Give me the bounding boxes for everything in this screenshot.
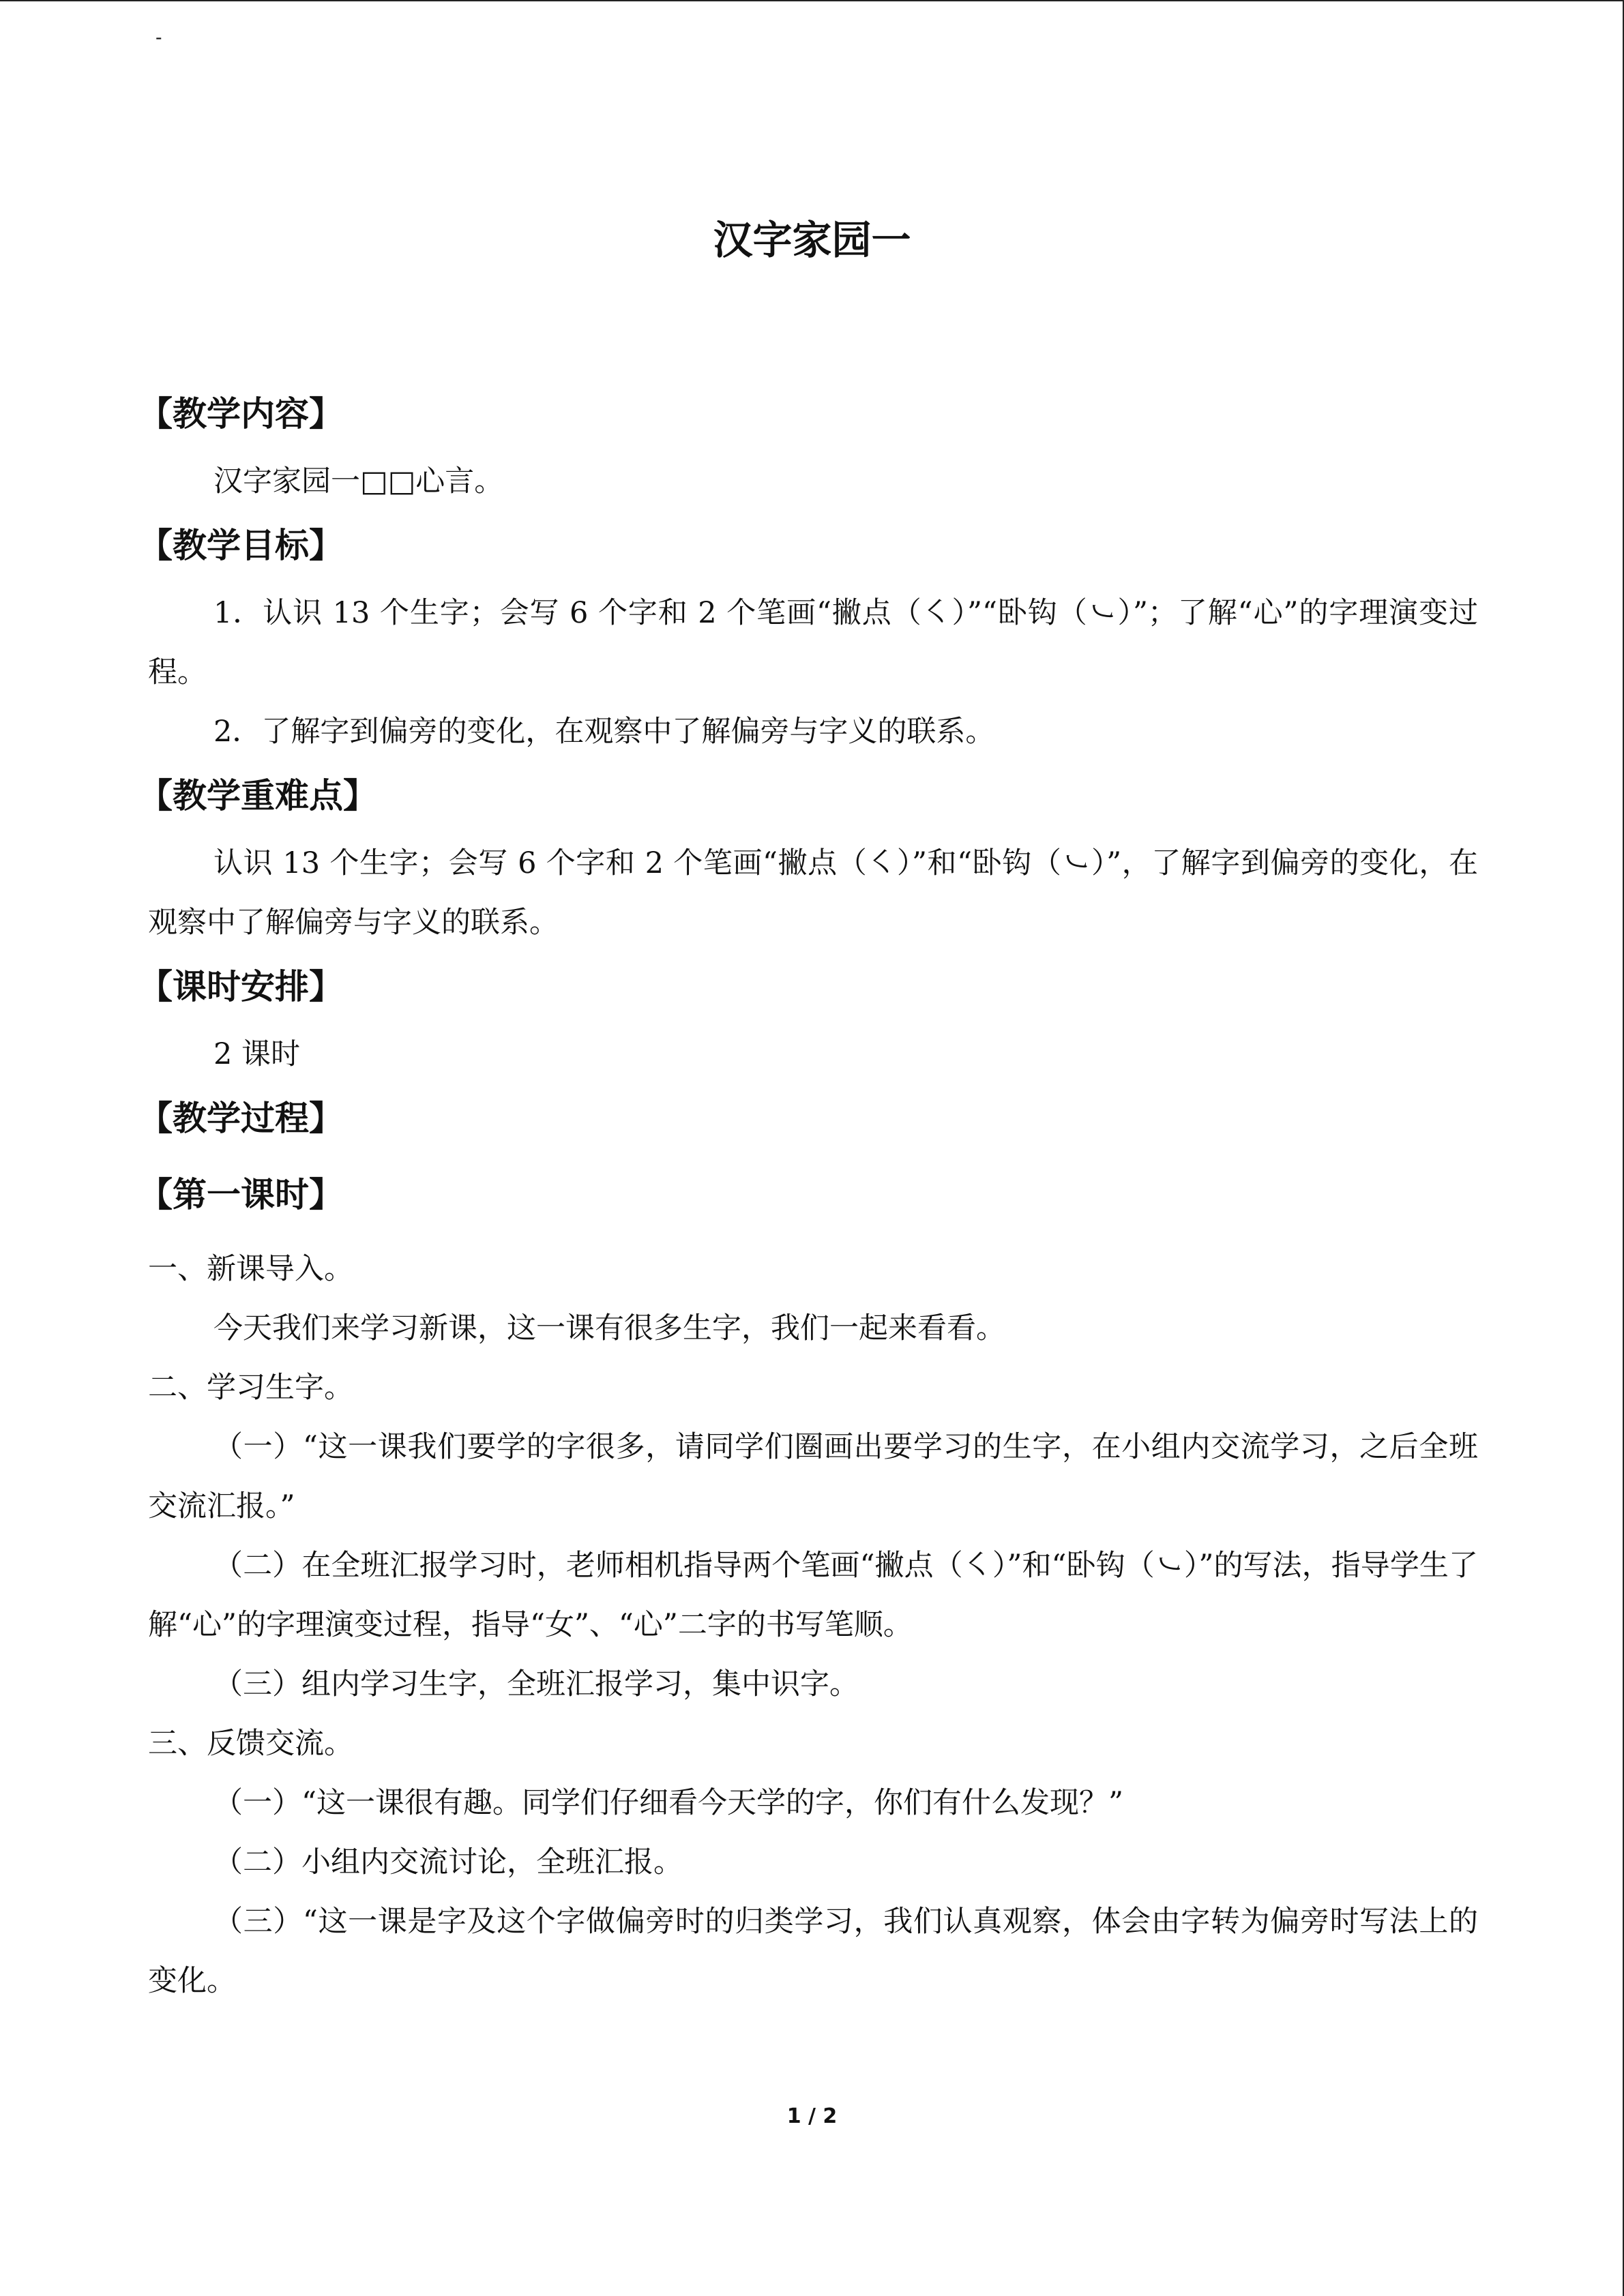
goal-item-2: 2．了解字到偏旁的变化，在观察中了解偏旁与字义的联系。 <box>213 715 995 749</box>
heading-teaching-process: 【教学过程】 <box>138 1098 343 1138</box>
page-title: 汉字家园一 <box>713 217 911 263</box>
step2-item-c: （三）组内学习生字，全班汇报学习，集中识字。 <box>213 1667 859 1701</box>
step3-title: 三、反馈交流。 <box>148 1727 353 1761</box>
step3-item-b: （二）小组内交流讨论，全班汇报。 <box>213 1845 683 1879</box>
key-points-text: 认识 13 个生字；会写 6 个字和 2 个笔画“撇点（㇛）”和“卧钩（㇃）”，了解字到偏旁的变化，在观察中了解偏旁与字义的联系。 <box>148 846 1478 940</box>
spacer <box>148 1152 1478 1161</box>
step3-item-c: （三）“这一课是字及这个字做偏旁时的归类学习，我们认真观察，体会由字转为偏旁时写法上的变化。 <box>148 1905 1478 1998</box>
schedule-text: 2 课时 <box>213 1037 301 1071</box>
page-number: 1 / 2 <box>786 2104 838 2128</box>
step1-title: 一、新课导入。 <box>148 1252 353 1286</box>
heading-schedule: 【课时安排】 <box>138 966 343 1007</box>
document-body <box>138 380 1478 2011</box>
step2-title: 二、学习生字。 <box>148 1371 353 1405</box>
heading-key-points: 【教学重难点】 <box>138 775 377 816</box>
teaching-content-text: 汉字家园一□□心言。 <box>213 464 504 498</box>
corner-mark: - <box>156 26 162 48</box>
heading-teaching-goals: 【教学目标】 <box>138 525 343 565</box>
step2-item-b: （二）在全班汇报学习时，老师相机指导两个笔画“撇点（㇛）”和“卧钩（㇃）”的写法，指导学生了解“心”的字理演变过程，指导“女”、“心”二字的书写笔顺。 <box>148 1549 1478 1642</box>
heading-lesson-1: 【第一课时】 <box>138 1174 343 1214</box>
heading-teaching-content: 【教学内容】 <box>138 393 343 434</box>
step1-text: 今天我们来学习新课，这一课有很多生字，我们一起来看看。 <box>213 1311 1005 1345</box>
step3-item-a: （一）“这一课很有趣。同学们仔细看今天学的字，你们有什么发现？” <box>213 1786 1123 1820</box>
step2-item-a: （一）“这一课我们要学的字很多，请同学们圈画出要学习的生字，在小组内交流学习，之后全班交流汇报。” <box>148 1430 1478 1523</box>
goal-item-1: 1．认识 13 个生字；会写 6 个字和 2 个笔画“撇点（㇛）”“卧钩（㇃）”；了解“心”的字理演变过程。 <box>148 596 1478 689</box>
